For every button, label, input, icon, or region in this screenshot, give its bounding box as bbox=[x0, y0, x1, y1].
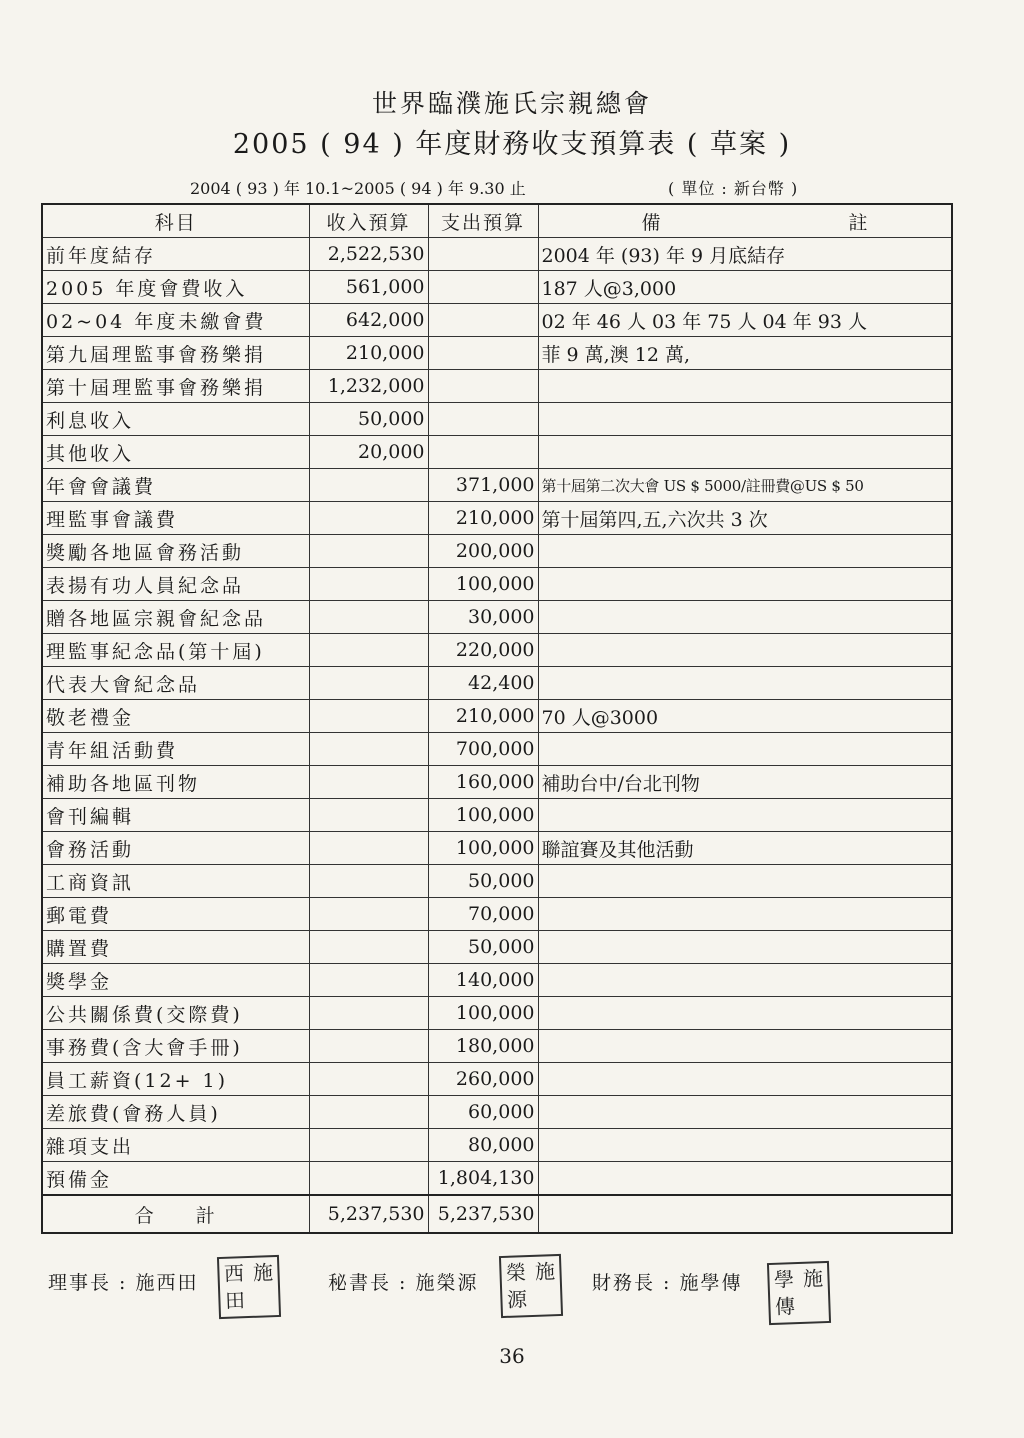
row-income bbox=[309, 469, 428, 502]
row-income bbox=[309, 799, 428, 832]
row-item: 理監事紀念品(第十屆) bbox=[42, 634, 309, 667]
row-income bbox=[309, 1129, 428, 1162]
row-note bbox=[538, 733, 952, 766]
table-row bbox=[42, 832, 952, 865]
row-item: 第十屆理監事會務樂捐 bbox=[42, 370, 309, 403]
row-expense: 700,000 bbox=[428, 733, 538, 766]
total-expense: 5,237,530 bbox=[428, 1195, 538, 1233]
total-income: 5,237,530 bbox=[309, 1195, 428, 1233]
row-note: 補助台中/台北刊物 bbox=[538, 766, 952, 799]
row-item: 郵電費 bbox=[42, 898, 309, 931]
row-expense: 60,000 bbox=[428, 1096, 538, 1129]
table-row bbox=[42, 304, 952, 337]
row-expense bbox=[428, 304, 538, 337]
row-expense: 100,000 bbox=[428, 997, 538, 1030]
table-row bbox=[42, 1129, 952, 1162]
row-income: 1,232,000 bbox=[309, 370, 428, 403]
row-expense: 371,000 bbox=[428, 469, 538, 502]
row-income bbox=[309, 964, 428, 997]
row-note bbox=[538, 997, 952, 1030]
row-item: 贈各地區宗親會紀念品 bbox=[42, 601, 309, 634]
budget-period: 2004 ( 93 ) 年 10.1~2005 ( 94 ) 年 9.30 止 bbox=[190, 179, 526, 198]
row-note bbox=[538, 1129, 952, 1162]
row-note bbox=[538, 601, 952, 634]
row-expense: 100,000 bbox=[428, 568, 538, 601]
row-item: 事務費(含大會手冊) bbox=[42, 1030, 309, 1063]
row-expense: 100,000 bbox=[428, 832, 538, 865]
row-note bbox=[538, 1063, 952, 1096]
row-item: 前年度結存 bbox=[42, 238, 309, 271]
row-income bbox=[309, 766, 428, 799]
row-item: 02~04 年度未繳會費 bbox=[42, 304, 309, 337]
table-row bbox=[42, 1096, 952, 1129]
currency-unit: ( 單位 : 新台幣 ) bbox=[668, 179, 799, 198]
row-expense: 140,000 bbox=[428, 964, 538, 997]
row-item: 會刊編輯 bbox=[42, 799, 309, 832]
page-number: 36 bbox=[499, 1344, 525, 1368]
row-expense bbox=[428, 403, 538, 436]
row-item: 敬老禮金 bbox=[42, 700, 309, 733]
row-income bbox=[309, 535, 428, 568]
table-row bbox=[42, 799, 952, 832]
table-row bbox=[42, 931, 952, 964]
table-row bbox=[42, 436, 952, 469]
row-income: 642,000 bbox=[309, 304, 428, 337]
table-row bbox=[42, 403, 952, 436]
row-expense: 50,000 bbox=[428, 931, 538, 964]
table-row bbox=[42, 337, 952, 370]
table-row bbox=[42, 568, 952, 601]
row-note bbox=[538, 1096, 952, 1129]
row-income bbox=[309, 1096, 428, 1129]
total-note bbox=[538, 1195, 952, 1233]
row-item: 理監事會議費 bbox=[42, 502, 309, 535]
table-row bbox=[42, 865, 952, 898]
row-item: 補助各地區刊物 bbox=[42, 766, 309, 799]
row-item: 員工薪資(12+ 1) bbox=[42, 1063, 309, 1096]
header-note: 備 註 bbox=[538, 204, 952, 238]
total-row bbox=[42, 1195, 952, 1233]
table-row bbox=[42, 766, 952, 799]
row-note bbox=[538, 964, 952, 997]
row-note: 2004 年 (93) 年 9 月底結存 bbox=[538, 238, 952, 271]
row-income bbox=[309, 568, 428, 601]
row-item: 年會會議費 bbox=[42, 469, 309, 502]
row-income bbox=[309, 601, 428, 634]
table-row bbox=[42, 634, 952, 667]
header-expense: 支出預算 bbox=[428, 204, 538, 238]
row-income bbox=[309, 865, 428, 898]
row-item: 雜項支出 bbox=[42, 1129, 309, 1162]
row-expense bbox=[428, 238, 538, 271]
row-note bbox=[538, 1030, 952, 1063]
row-income bbox=[309, 700, 428, 733]
row-item: 公共關係費(交際費) bbox=[42, 997, 309, 1030]
row-note: 70 人@3000 bbox=[538, 700, 952, 733]
row-expense: 200,000 bbox=[428, 535, 538, 568]
row-expense: 160,000 bbox=[428, 766, 538, 799]
row-item: 2005 年度會費收入 bbox=[42, 271, 309, 304]
row-note bbox=[538, 370, 952, 403]
row-note: 第十屆第四,五,六次共 3 次 bbox=[538, 502, 952, 535]
row-item: 獎學金 bbox=[42, 964, 309, 997]
row-note bbox=[538, 634, 952, 667]
table-row bbox=[42, 1063, 952, 1096]
row-income: 561,000 bbox=[309, 271, 428, 304]
table-row bbox=[42, 1030, 952, 1063]
header-item: 科目 bbox=[42, 204, 309, 238]
row-expense bbox=[428, 436, 538, 469]
row-expense: 210,000 bbox=[428, 502, 538, 535]
row-note bbox=[538, 799, 952, 832]
row-note: 187 人@3,000 bbox=[538, 271, 952, 304]
row-note bbox=[538, 1162, 952, 1196]
chairman-signature: 理事長 : 施西田 bbox=[48, 1272, 199, 1294]
row-income bbox=[309, 634, 428, 667]
organization-title: 世界臨濮施氏宗親總會 bbox=[371, 89, 652, 118]
row-item: 會務活動 bbox=[42, 832, 309, 865]
row-note bbox=[538, 898, 952, 931]
secretary-signature: 秘書長 : 施榮源 bbox=[328, 1272, 479, 1294]
table-row bbox=[42, 964, 952, 997]
row-note: 聯誼賽及其他活動 bbox=[538, 832, 952, 865]
row-income: 210,000 bbox=[309, 337, 428, 370]
header-income: 收入預算 bbox=[309, 204, 428, 238]
row-income: 2,522,530 bbox=[309, 238, 428, 271]
table-row bbox=[42, 733, 952, 766]
row-item: 其他收入 bbox=[42, 436, 309, 469]
row-note: 第十屆第二次大會 US $ 5000/註冊費@US $ 50 bbox=[538, 469, 952, 502]
row-income bbox=[309, 997, 428, 1030]
table-row bbox=[42, 535, 952, 568]
row-income bbox=[309, 1063, 428, 1096]
row-expense: 100,000 bbox=[428, 799, 538, 832]
row-expense: 220,000 bbox=[428, 634, 538, 667]
row-income bbox=[309, 898, 428, 931]
row-item: 代表大會紀念品 bbox=[42, 667, 309, 700]
table-row bbox=[42, 997, 952, 1030]
row-expense: 70,000 bbox=[428, 898, 538, 931]
table-row bbox=[42, 1162, 952, 1196]
row-income bbox=[309, 502, 428, 535]
row-note bbox=[538, 403, 952, 436]
row-expense: 30,000 bbox=[428, 601, 538, 634]
table-row bbox=[42, 601, 952, 634]
row-expense: 180,000 bbox=[428, 1030, 538, 1063]
row-note bbox=[538, 568, 952, 601]
row-note bbox=[538, 865, 952, 898]
row-income bbox=[309, 1030, 428, 1063]
table-row bbox=[42, 502, 952, 535]
row-income bbox=[309, 667, 428, 700]
row-income bbox=[309, 733, 428, 766]
row-expense: 1,804,130 bbox=[428, 1162, 538, 1196]
row-item: 青年組活動費 bbox=[42, 733, 309, 766]
chairman-seal: 西 施 田 bbox=[217, 1255, 281, 1319]
row-income bbox=[309, 832, 428, 865]
table-row bbox=[42, 898, 952, 931]
row-item: 表揚有功人員紀念品 bbox=[42, 568, 309, 601]
row-note bbox=[538, 667, 952, 700]
row-expense bbox=[428, 370, 538, 403]
row-item: 工商資訊 bbox=[42, 865, 309, 898]
row-note bbox=[538, 535, 952, 568]
row-item: 差旅費(會務人員) bbox=[42, 1096, 309, 1129]
row-item: 獎勵各地區會務活動 bbox=[42, 535, 309, 568]
document-title: 2005 ( 94 ) 年度財務收支預算表 ( 草案 ) bbox=[232, 129, 792, 160]
treasurer-seal: 學 施 傳 bbox=[767, 1261, 831, 1325]
row-note bbox=[538, 931, 952, 964]
row-income bbox=[309, 1162, 428, 1196]
row-expense: 210,000 bbox=[428, 700, 538, 733]
row-expense: 50,000 bbox=[428, 865, 538, 898]
table-row bbox=[42, 271, 952, 304]
row-expense: 80,000 bbox=[428, 1129, 538, 1162]
row-item: 購置費 bbox=[42, 931, 309, 964]
row-income bbox=[309, 931, 428, 964]
secretary-seal: 榮 施 源 bbox=[499, 1254, 563, 1318]
row-note: 菲 9 萬,澳 12 萬, bbox=[538, 337, 952, 370]
row-item: 第九屆理監事會務樂捐 bbox=[42, 337, 309, 370]
row-note: 02 年 46 人 03 年 75 人 04 年 93 人 bbox=[538, 304, 952, 337]
row-note bbox=[538, 436, 952, 469]
budget-table bbox=[41, 203, 953, 1234]
row-expense: 260,000 bbox=[428, 1063, 538, 1096]
row-item: 預備金 bbox=[42, 1162, 309, 1196]
row-expense: 42,400 bbox=[428, 667, 538, 700]
row-income: 20,000 bbox=[309, 436, 428, 469]
row-expense bbox=[428, 271, 538, 304]
total-label: 合 計 bbox=[42, 1195, 309, 1233]
table-row bbox=[42, 370, 952, 403]
row-income: 50,000 bbox=[309, 403, 428, 436]
table-row bbox=[42, 667, 952, 700]
table-row bbox=[42, 238, 952, 271]
treasurer-signature: 財務長 : 施學傳 bbox=[592, 1272, 743, 1294]
row-expense bbox=[428, 337, 538, 370]
table-header-row bbox=[42, 204, 952, 238]
table-row bbox=[42, 700, 952, 733]
table-row bbox=[42, 469, 952, 502]
row-item: 利息收入 bbox=[42, 403, 309, 436]
